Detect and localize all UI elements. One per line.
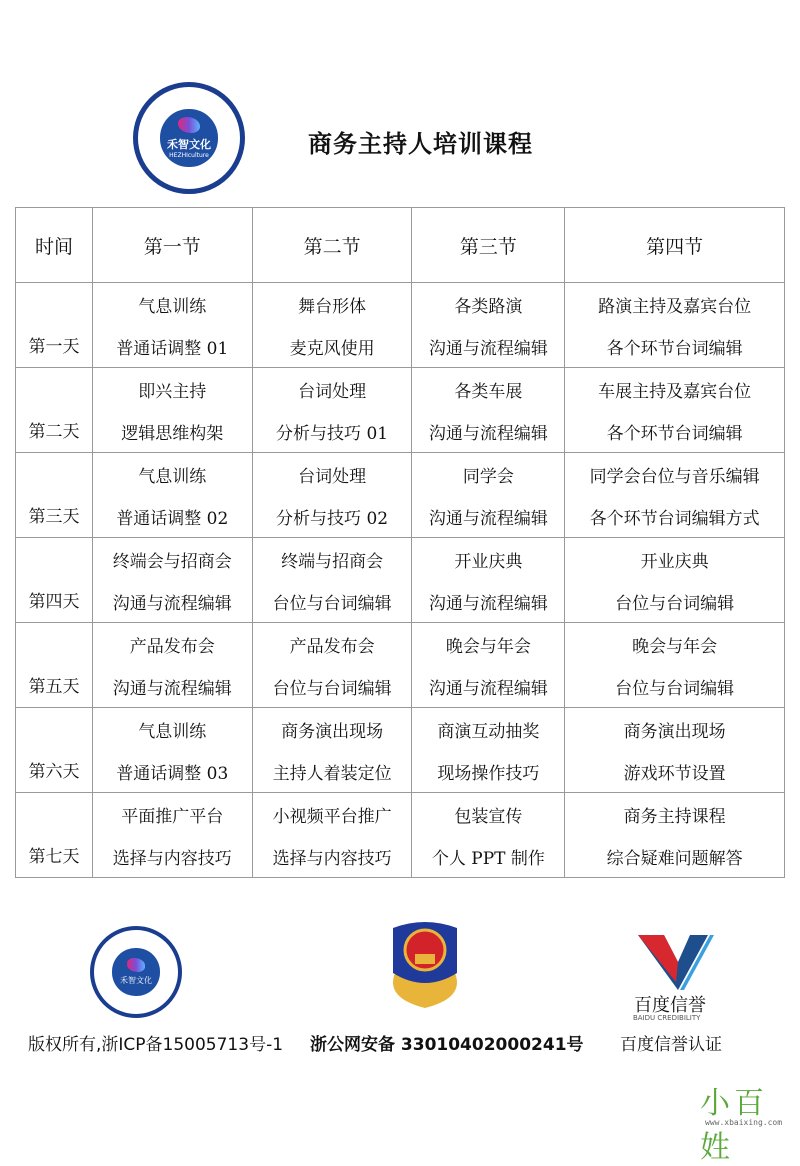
course-cell: 分析与技巧 01 xyxy=(252,410,412,453)
course-cell: 即兴主持 xyxy=(92,368,252,411)
schedule-table xyxy=(15,207,785,878)
day-cell: 第四天 xyxy=(16,538,93,623)
day-cell: 第七天 xyxy=(16,793,93,878)
course-cell: 开业庆典 xyxy=(412,538,565,581)
course-cell: 开业庆典 xyxy=(565,538,785,581)
baidu-logo-en: BAIDU CREDIBILITY xyxy=(633,1014,701,1022)
logo-brand-cn: 禾智文化 xyxy=(166,137,211,151)
company-seal-logo xyxy=(133,82,245,194)
course-cell: 小视频平台推广 xyxy=(252,793,412,836)
course-cell: 主持人着装定位 xyxy=(252,750,412,793)
table-row xyxy=(16,453,785,496)
day-cell: 第二天 xyxy=(16,368,93,453)
course-cell: 沟通与流程编辑 xyxy=(412,495,565,538)
course-cell: 各类车展 xyxy=(412,368,565,411)
baidu-credibility[interactable]: 百度信誉认证 xyxy=(620,1035,722,1055)
course-cell: 平面推广平台 xyxy=(92,793,252,836)
icp-record[interactable]: 版权所有,浙ICP备15005713号-1 xyxy=(28,1035,284,1055)
course-cell: 产品发布会 xyxy=(252,623,412,666)
police-emblem-icon xyxy=(385,918,465,1010)
course-cell: 台位与台词编辑 xyxy=(565,580,785,623)
page-title: 商务主持人培训课程 xyxy=(308,130,533,158)
course-cell: 游戏环节设置 xyxy=(565,750,785,793)
course-cell: 台词处理 xyxy=(252,368,412,411)
course-cell: 台位与台词编辑 xyxy=(252,580,412,623)
course-cell: 综合疑难问题解答 xyxy=(565,835,785,878)
table-row xyxy=(16,538,785,581)
course-cell: 个人 PPT 制作 xyxy=(412,835,565,878)
course-cell: 各个环节台词编辑 xyxy=(565,410,785,453)
table-header-row xyxy=(16,208,785,283)
course-cell: 气息训练 xyxy=(92,708,252,751)
course-cell: 分析与技巧 02 xyxy=(252,495,412,538)
baidu-credibility-logo xyxy=(638,932,716,994)
column-header: 第二节 xyxy=(252,208,412,283)
course-cell: 商演互动抽奖 xyxy=(412,708,565,751)
table-row xyxy=(16,750,785,793)
table-row xyxy=(16,793,785,836)
course-cell: 选择与内容技巧 xyxy=(92,835,252,878)
course-cell: 普通话调整 03 xyxy=(92,750,252,793)
table-row xyxy=(16,410,785,453)
table-row xyxy=(16,665,785,708)
course-cell: 沟通与流程编辑 xyxy=(412,580,565,623)
course-cell: 晚会与年会 xyxy=(412,623,565,666)
course-cell: 商务主持课程 xyxy=(565,793,785,836)
course-cell: 同学会 xyxy=(412,453,565,496)
table-row xyxy=(16,835,785,878)
table-row xyxy=(16,325,785,368)
course-cell: 沟通与流程编辑 xyxy=(412,325,565,368)
course-cell: 产品发布会 xyxy=(92,623,252,666)
course-cell: 选择与内容技巧 xyxy=(252,835,412,878)
course-cell: 气息训练 xyxy=(92,283,252,326)
course-cell: 台位与台词编辑 xyxy=(252,665,412,708)
course-cell: 沟通与流程编辑 xyxy=(92,580,252,623)
watermark-logo: 小百姓 xyxy=(700,1086,768,1165)
course-cell: 路演主持及嘉宾台位 xyxy=(565,283,785,326)
police-record[interactable]: 浙公网安备 33010402000241号 xyxy=(310,1035,584,1055)
course-cell: 终端会与招商会 xyxy=(92,538,252,581)
course-cell: 沟通与流程编辑 xyxy=(412,665,565,708)
wave-icon xyxy=(178,117,201,133)
course-cell: 现场操作技巧 xyxy=(412,750,565,793)
course-cell: 台词处理 xyxy=(252,453,412,496)
table-row xyxy=(16,283,785,326)
course-cell: 车展主持及嘉宾台位 xyxy=(565,368,785,411)
course-cell: 沟通与流程编辑 xyxy=(412,410,565,453)
watermark-url: www.xbaixing.com xyxy=(705,1118,783,1127)
table-row xyxy=(16,623,785,666)
day-cell: 第五天 xyxy=(16,623,93,708)
course-cell: 各个环节台词编辑 xyxy=(565,325,785,368)
company-seal-footer: 禾智文化 xyxy=(90,926,182,1018)
course-cell: 终端与招商会 xyxy=(252,538,412,581)
course-cell: 台位与台词编辑 xyxy=(565,665,785,708)
column-header: 第一节 xyxy=(92,208,252,283)
course-cell: 普通话调整 02 xyxy=(92,495,252,538)
course-cell: 沟通与流程编辑 xyxy=(92,665,252,708)
course-cell: 气息训练 xyxy=(92,453,252,496)
course-cell: 商务演出现场 xyxy=(252,708,412,751)
course-cell: 舞台形体 xyxy=(252,283,412,326)
course-cell: 包装宣传 xyxy=(412,793,565,836)
day-cell: 第六天 xyxy=(16,708,93,793)
course-cell: 普通话调整 01 xyxy=(92,325,252,368)
course-cell: 晚会与年会 xyxy=(565,623,785,666)
logo-brand-en: HEZHIculture xyxy=(169,151,209,159)
course-cell: 同学会台位与音乐编辑 xyxy=(565,453,785,496)
column-header: 时间 xyxy=(16,208,93,283)
baidu-logo-cn: 百度信誉 xyxy=(634,995,706,1016)
day-cell: 第一天 xyxy=(16,283,93,368)
course-cell: 各个环节台词编辑方式 xyxy=(565,495,785,538)
course-cell: 麦克风使用 xyxy=(252,325,412,368)
course-cell: 商务演出现场 xyxy=(565,708,785,751)
column-header: 第四节 xyxy=(565,208,785,283)
course-cell: 各类路演 xyxy=(412,283,565,326)
day-cell: 第三天 xyxy=(16,453,93,538)
column-header: 第三节 xyxy=(412,208,565,283)
course-cell: 逻辑思维构架 xyxy=(92,410,252,453)
table-row xyxy=(16,708,785,751)
table-row xyxy=(16,495,785,538)
table-row xyxy=(16,368,785,411)
table-row xyxy=(16,580,785,623)
